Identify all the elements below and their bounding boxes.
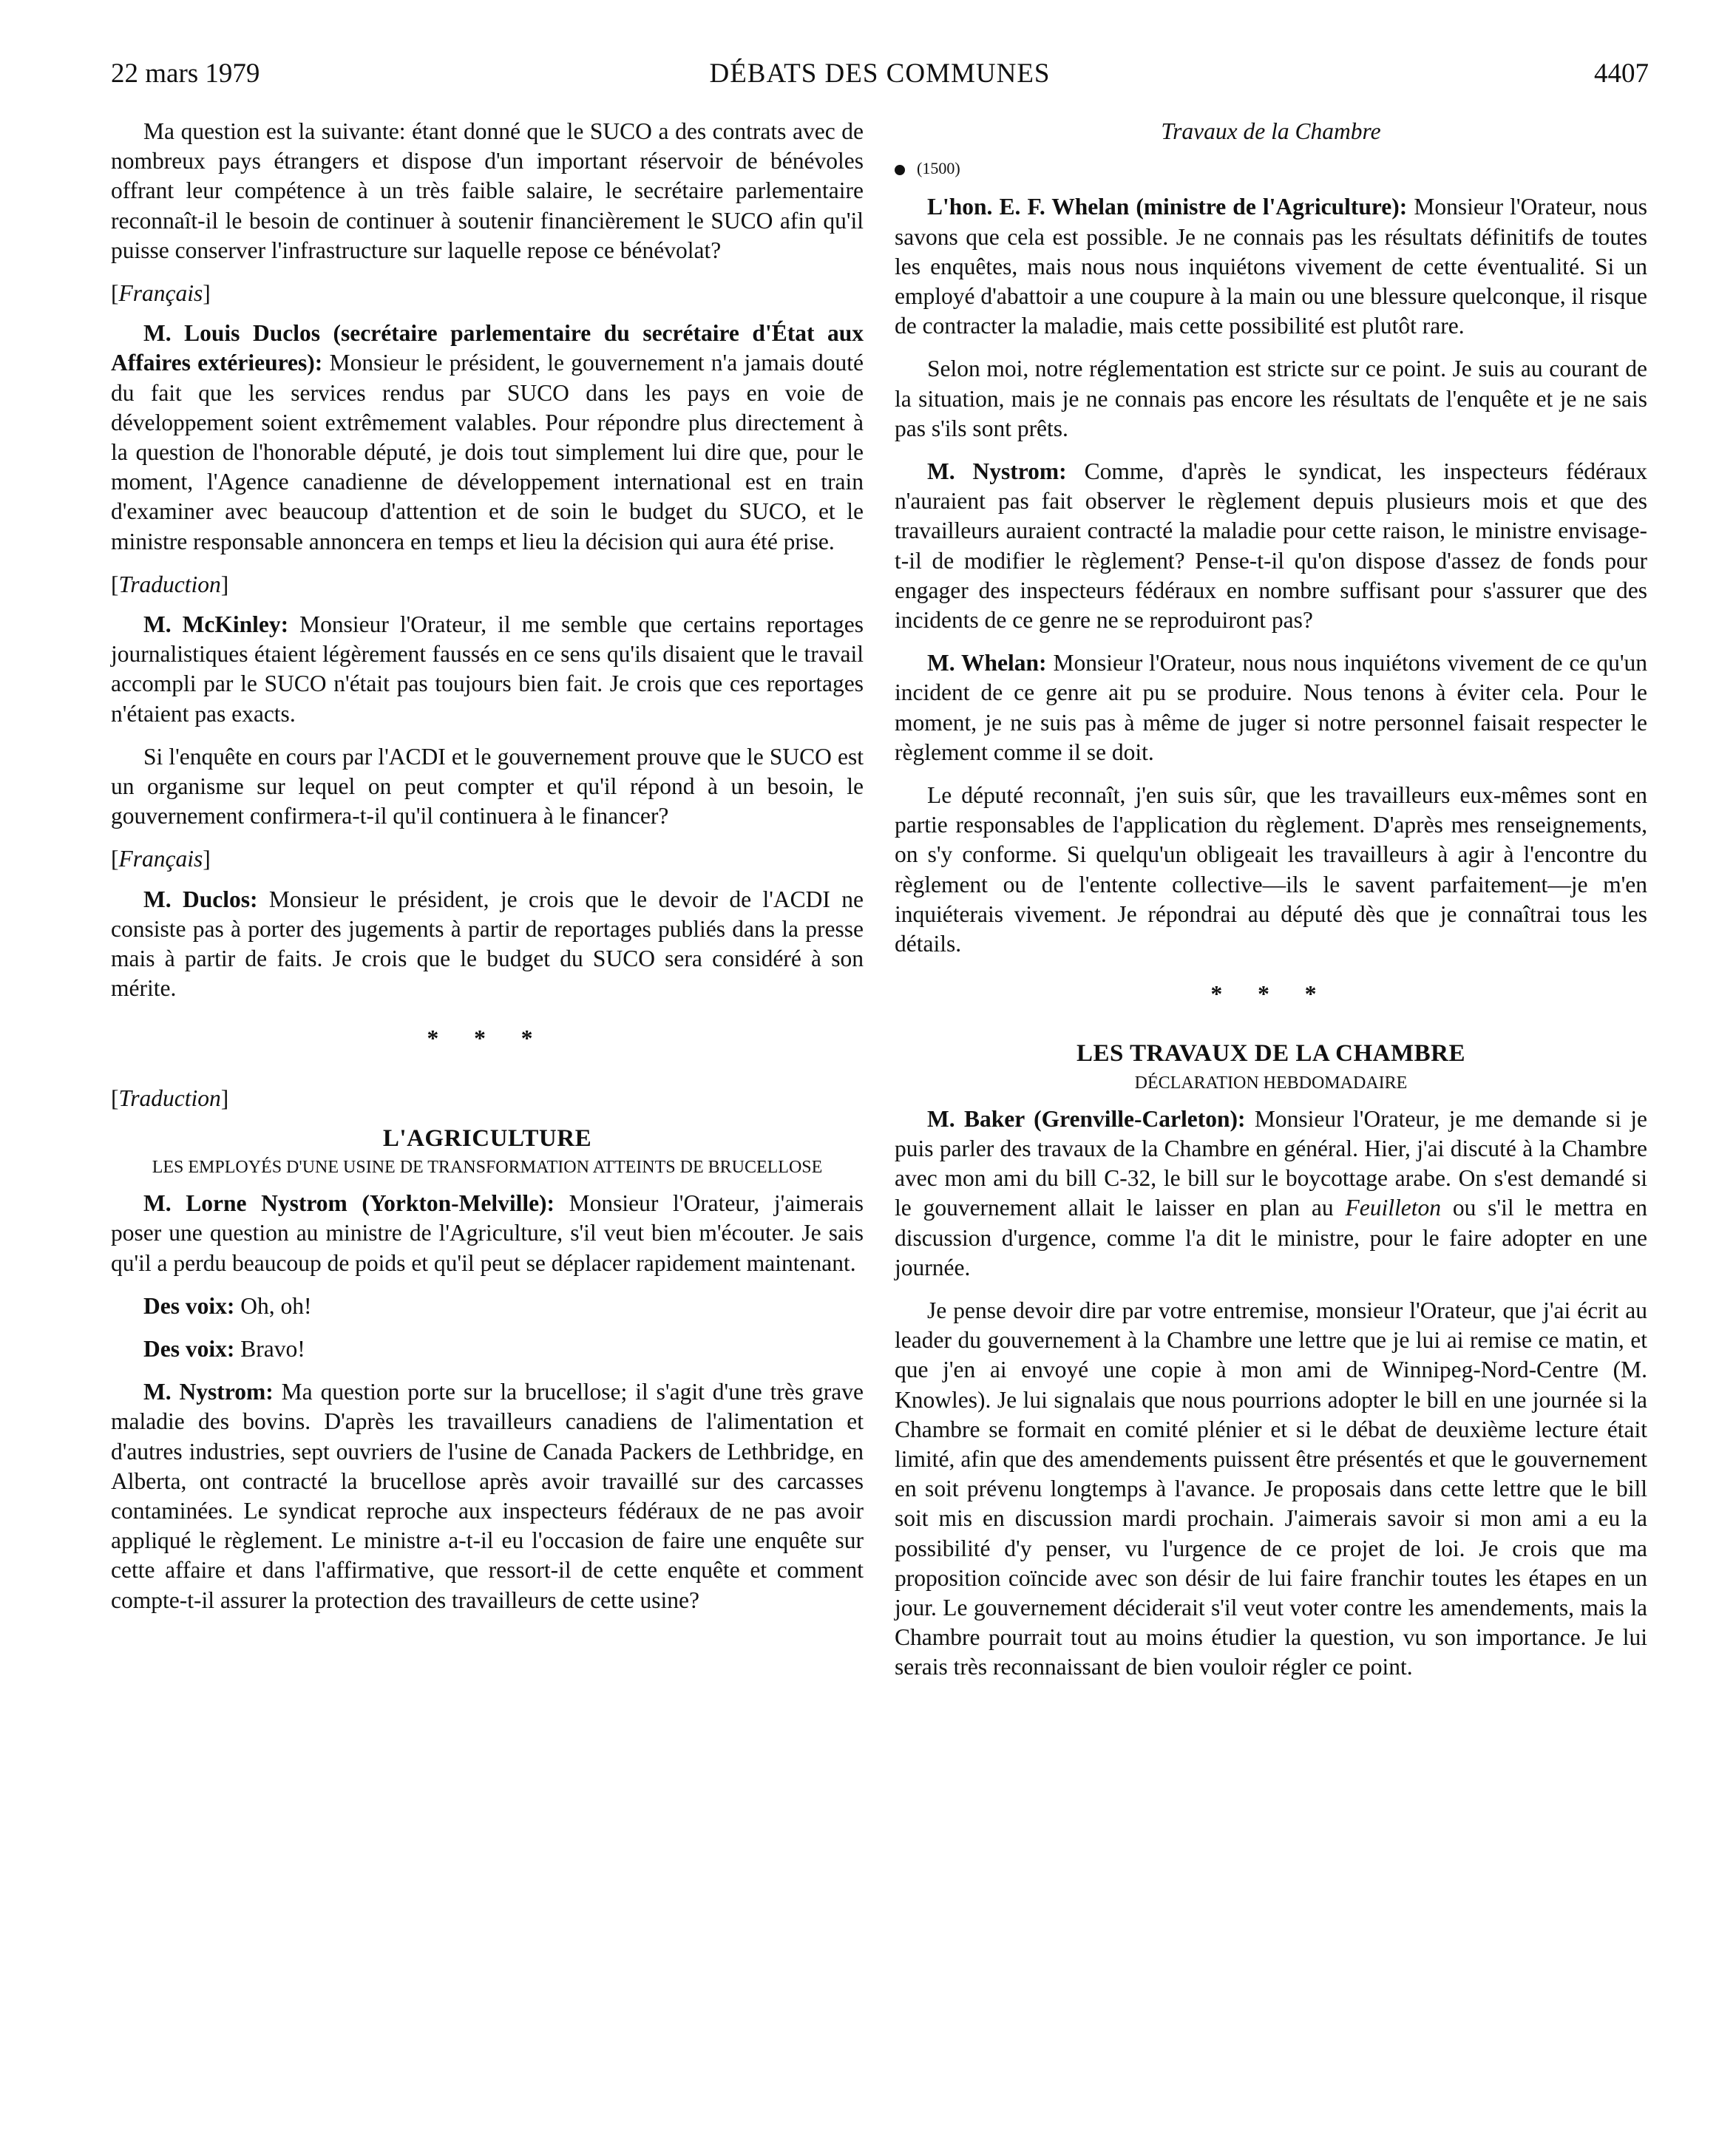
page-header [111, 58, 1649, 95]
paragraph: M. Nystrom: Comme, d'après le syndicat, les inspecteurs fédéraux n'auraient pas fait observer le règlement depuis plusieurs mois et que des travailleurs auraient contracté la maladie pour cette raison, le ministre envisage-t-il de modifier le règlement? Pense-t-il qu'on dispose d'assez de fonds pour engager des inspecteurs fédéraux en nombre suffisant pour s'assurer que des incidents de ce genre ne se reproduiront pas? [895, 458, 1647, 634]
time-marker: (1500) [895, 154, 1647, 183]
section-subheading: LES EMPLOYÉS D'UNE USINE DE TRANSFORMATION ATTEINTS DE BRUCELLOSE [152, 1158, 823, 1178]
paragraph: M. McKinley: Monsieur l'Orateur, il me semble que certains reportages journalistiques étaient légèrement faussés en ce sens qu'ils disaient que le travail accompli par le SUCO n'était pas toujours bien fait. Je crois que ces reportages n'étaient pas exacts. [111, 611, 864, 727]
header-date: 22 mars 1979 [111, 58, 260, 89]
paragraph: M. Nystrom: Ma question porte sur la brucellose; il s'agit d'une très grave maladie des bovins. D'après les travailleurs canadiens de l'alimentation et d'autres industries, sept ouvriers de l'usine de Canada Packers de Lethbridge, en Alberta, ont contracté la brucellose après avoir travaillé sur des carcasses contaminées. Le syndicat reproche aux inspecteurs fédéraux de ne pas avoir appliqué le règlement. Le ministre a-t-il eu l'occasion de faire une enquête sur cette affaire et dans l'affirmative, que ressort-il de cette enquête et comment compte-t-il assurer la protection des travailleurs de cette usine? [111, 1379, 864, 1613]
speaker-name: M. Nystrom: [143, 1379, 274, 1405]
section-heading: LES TRAVAUX DE LA CHAMBRE [1076, 1040, 1465, 1068]
paragraph: M. Whelan: Monsieur l'Orateur, nous nous inquiétons vivement de ce qu'un incident de ce genre ait pu se produire. Nous tenons à éviter cela. Pour le moment, je ne suis pas à même de juger si notre personnel faisait respecter le règlement comme il se doit. [895, 650, 1647, 765]
section-subheading: DÉCLARATION HEBDOMADAIRE [1134, 1073, 1408, 1093]
language-marker: [Français] [111, 280, 211, 307]
speaker-name: Des voix: [143, 1335, 235, 1362]
paragraph: Si l'enquête en cours par l'ACDI et le gouvernement prouve que le SUCO est un organisme sur lequel on peut compter et qu'il répond à un besoin, le gouvernement confirmera-t-il qu'il continuera à le financer? [111, 743, 864, 829]
speaker-name: M. Baker (Grenville-Carleton): [927, 1105, 1246, 1132]
header-title: DÉBATS DES COMMUNES [709, 58, 1051, 89]
language-marker: [Traduction] [111, 1085, 229, 1111]
speaker-name: M. Louis Duclos (secrétaire parlementaire du secrétaire d'État aux Affaires extérieures): [111, 320, 864, 376]
speaker-name: M. Whelan: [927, 650, 1047, 676]
speaker-name: L'hon. E. F. Whelan (ministre de l'Agriculture): [927, 194, 1408, 220]
paragraph: Des voix: Bravo! [143, 1335, 305, 1362]
paragraph: L'hon. E. F. Whelan (ministre de l'Agriculture): Monsieur l'Orateur, nous savons que cela est possible. Je ne connais pas les résultats définitifs de toutes les enquêtes, mais nous nous inquiétons vivement de cette éventualité. Si un employé d'abattoir a une coupure à la main ou une blessure quelconque, il risque de contracter la maladie, mais cette possibilité est plutôt rare. [895, 194, 1648, 339]
section-separator: * * * [1210, 981, 1332, 1008]
running-head: Travaux de la Chambre [1161, 118, 1381, 144]
section-separator: * * * [427, 1025, 548, 1052]
paragraph: M. Duclos: Monsieur le président, je crois que le devoir de l'ACDI ne consiste pas à porter des jugements à partir de reportages publiés dans la presse mais à partir de faits. Je crois que le budget du SUCO sera considéré à son mérite. [111, 886, 864, 1002]
speaker-name: M. Lorne Nystrom (Yorkton-Melville): [143, 1190, 555, 1217]
right-column [895, 117, 1647, 1696]
paragraph: M. Baker (Grenville-Carleton): Monsieur l'Orateur, je me demande si je puis parler des travaux de la Chambre en général. Hier, j'ai discuté à la Chambre avec mon ami du bill C-32, le bill sur le boycottage arabe. On s'est demandé si le gouvernement allait le laisser en plan au Feuilleton ou s'il le mettra en discussion d'urgence, comme l'a dit le ministre, pour le faire adopter en une journée. [895, 1105, 1648, 1280]
speaker-name: Des voix: [143, 1292, 235, 1319]
speaker-name: M. Duclos: [143, 886, 258, 912]
speaker-name: M. Nystrom: [927, 458, 1067, 485]
bullet-icon [895, 165, 905, 175]
language-marker: [Français] [111, 846, 211, 872]
paragraph: Je pense devoir dire par votre entremise, monsieur l'Orateur, que j'ai écrit au leader du gouvernement à la Chambre une lettre que je lui ai remise ce matin, et que j'en ai envoyé une copie à mon ami de Winnipeg-Nord-Centre (M. Knowles). Je lui signalais que nous pourrions adopter le bill en une journée si la Chambre se formait en comité plénier et si le débat de deuxième lecture était limité, afin que des amendements puissent être présentés et que le gouvernement en soit prévenu longtemps à l'avance. Je proposais dans cette lettre que le bill soit mis en discussion mardi prochain. J'aimerais savoir si mon ami a eu la possibilité d'y penser, vu l'urgence de ce projet de loi. Je crois que ma proposition coïncide avec son désir de lui faire franchir toutes les étapes en un jour. Le gouvernement déciderait s'il veut voter contre les amendements, mais la Chambre pourrait tout au moins étudier la question, vu son importance. Je lui serais très reconnaissant de bien vouloir régler ce point. [895, 1297, 1647, 1680]
language-marker: [Traduction] [111, 571, 229, 597]
paragraph: Des voix: Oh, oh! [143, 1292, 312, 1319]
section-heading: L'AGRICULTURE [382, 1124, 592, 1152]
paragraph: Le député reconnaît, j'en suis sûr, que les travailleurs eux-mêmes sont en partie responsables de l'application du règlement. D'après mes renseignements, on s'y conforme. Si quelqu'un obligeait les travailleurs à agir à l'encontre du règlement ou de l'entente collective—ils le savent parfaitement—je m'en inquiéterais vivement. Je répondrai au député dès que je connaîtrai tous les détails. [895, 782, 1647, 957]
paragraph: Ma question est la suivante: étant donné que le SUCO a des contrats avec de nombreux pays étrangers et dispose d'un important réservoir de bénévoles offrant leur compétence à un très faible salaire, le secrétaire parlementaire reconnaît-il le besoin de continuer à soutenir financièrement le SUCO afin qu'il puisse conserver l'infrastructure sur laquelle repose ce bénévolat? [111, 118, 864, 263]
left-column [111, 117, 864, 1629]
paragraph: M. Louis Duclos (secrétaire parlementaire du secrétaire d'État aux Affaires extérieures): Monsieur le président, le gouvernement n'a jamais douté du fait que les services rendus par SUCO dans les pays en voie de développement soient extrêmement valables. Pour répondre plus directement à la question de l'honorable député, je dois tout simplement lui dire que, pour le moment, l'Agence canadienne de développement international est en train d'examiner avec beaucoup d'attention et de soin le budget du SUCO, et le ministre responsable annoncera en temps et lieu la décision qui aura été prise. [111, 320, 864, 554]
paragraph: M. Lorne Nystrom (Yorkton-Melville): Monsieur l'Orateur, j'aimerais poser une question au ministre de l'Agriculture, s'il veut bien m'écouter. Je sais qu'il a perdu beaucoup de poids et qu'il peut se déplacer rapidement maintenant. [111, 1190, 864, 1276]
page-number: 4407 [1594, 58, 1649, 89]
speaker-name: M. McKinley: [143, 611, 289, 638]
paragraph: Selon moi, notre réglementation est stricte sur ce point. Je suis au courant de la situation, mais je ne connais pas encore les résultats de l'enquête et je ne sais pas s'ils sont prêts. [895, 356, 1647, 441]
